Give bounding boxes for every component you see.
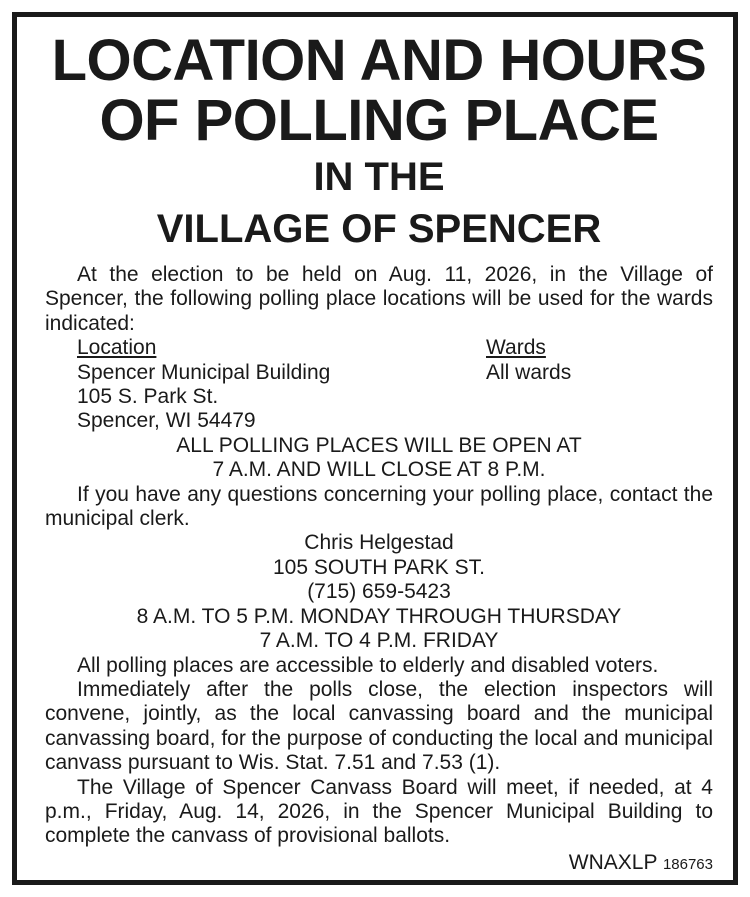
clerk-name: Chris Helgestad	[304, 531, 454, 555]
title-line-4: VILLAGE OF SPENCER	[156, 207, 602, 251]
canvass-paragraph: Immediately after the polls close, the election inspectors will convene, jointly, as the local canvassing board and the municipal canvassing board, for the purpose of conducting the local and municipal canvass pursuant to Wis. Stat. 7.51 and 7.53 (1).	[45, 677, 713, 775]
wards-header: Wards	[486, 336, 546, 360]
polling-table	[77, 336, 713, 434]
clerk-hours-friday: 7 A.M. TO 4 P.M. FRIDAY	[259, 629, 499, 653]
wards-value: All wards	[486, 360, 572, 384]
title-line-1: LOCATION AND HOURS	[51, 28, 707, 93]
publication-number: 186763	[662, 855, 713, 873]
location-line: Spencer, WI 54479	[77, 409, 256, 433]
title-line-3: IN THE	[313, 155, 445, 199]
board-meeting-paragraph: The Village of Spencer Canvass Board will meet, if needed, at 4 p.m., Friday, Aug. 14, 2026, in the Spencer Municipal Building to complete the canvass of provisional ballots.	[45, 775, 713, 848]
location-line: Spencer Municipal Building	[77, 360, 331, 384]
location-line: 105 S. Park St.	[77, 385, 219, 409]
clerk-hours-weekday: 8 A.M. TO 5 P.M. MONDAY THROUGH THURSDAY	[136, 604, 622, 628]
hours-notice-line: 7 A.M. AND WILL CLOSE AT 8 P.M.	[212, 458, 546, 482]
clerk-phone: (715) 659-5423	[307, 580, 451, 604]
legal-notice	[12, 12, 738, 885]
questions-paragraph: If you have any questions concerning your polling place, contact the municipal clerk.	[45, 482, 713, 531]
hours-notice-line: ALL POLLING PLACES WILL BE OPEN AT	[176, 433, 582, 457]
accessible-paragraph: All polling places are accessible to elderly and disabled voters.	[77, 653, 659, 677]
publication-code	[45, 849, 713, 877]
publication-code-text: WNAXLP	[568, 850, 658, 874]
intro-paragraph: At the election to be held on Aug. 11, 2026, in the Village of Spencer, the following polling place locations will be used for the wards indicated:	[45, 263, 713, 335]
title-line-2: OF POLLING PLACE	[99, 88, 659, 153]
clerk-address: 105 SOUTH PARK ST.	[272, 555, 485, 579]
notice-body	[45, 263, 713, 877]
location-header: Location	[77, 336, 157, 360]
